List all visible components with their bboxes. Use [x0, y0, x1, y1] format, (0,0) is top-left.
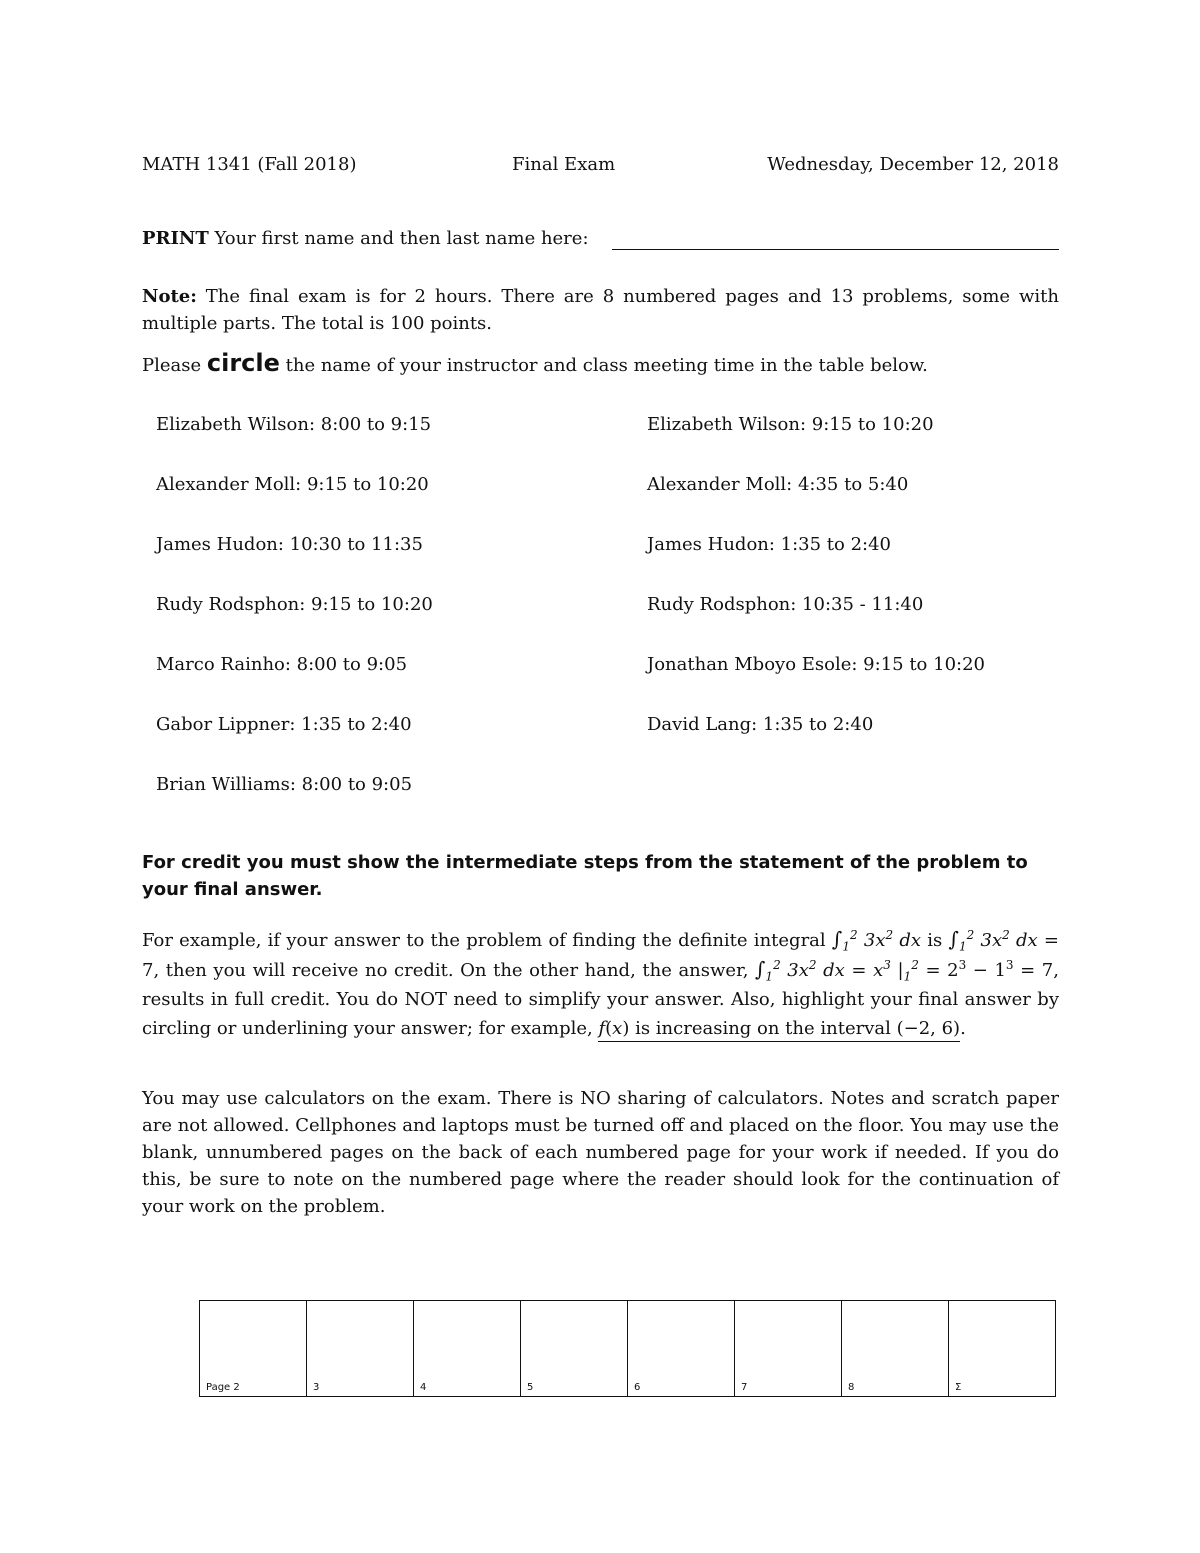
print-label: PRINT: [142, 228, 209, 249]
instructor-option[interactable]: James Hudon: 1:35 to 2:40: [647, 534, 892, 555]
score-cell-page-4: 4: [414, 1301, 521, 1397]
instructor-option[interactable]: Rudy Rodsphon: 9:15 to 10:20: [156, 594, 433, 615]
integral-worked-answer: $\int_1^2$ $3x^2$ dx = $x^3$ $|_1^2 = 2^3 - 1^3 = 7$: [755, 957, 1054, 984]
score-cell-page-5: 5: [521, 1301, 628, 1397]
answer-text: is increasing on the interval: [629, 1018, 897, 1039]
instructor-option[interactable]: David Lang: 1:35 to 2:40: [647, 714, 874, 735]
instructor-option[interactable]: Gabor Lippner: 1:35 to 2:40: [156, 714, 412, 735]
exam-title: Final Exam: [512, 154, 616, 175]
instructor-option[interactable]: Alexander Moll: 9:15 to 10:20: [156, 474, 429, 495]
instructor-option[interactable]: Alexander Moll: 4:35 to 5:40: [647, 474, 909, 495]
score-cell-page-8: 8: [842, 1301, 949, 1397]
name-print-line: [142, 228, 1059, 254]
course-title: MATH 1341 (Fall 2018): [142, 154, 357, 175]
score-cell-total: Σ: [949, 1301, 1056, 1397]
circle-instruction-before: Please: [142, 355, 207, 376]
example-paragraph: [142, 925, 1059, 1043]
instructor-option[interactable]: Jonathan Mboyo Esole: 9:15 to 10:20: [647, 654, 985, 675]
circle-instruction-after: the name of your instructor and class meeting time in the table below.: [279, 355, 928, 376]
score-cell-page-3: 3: [307, 1301, 414, 1397]
example-text-1: For example, if your answer to the problem of finding the definite integral: [142, 930, 832, 951]
score-cell-page-7: 7: [735, 1301, 842, 1397]
instructor-option[interactable]: James Hudon: 10:30 to 11:35: [156, 534, 423, 555]
integral-expression: $\int_1^2$ $3x^2$ dx: [831, 927, 922, 954]
page-header: [142, 154, 1059, 180]
instructor-option[interactable]: Elizabeth Wilson: 9:15 to 10:20: [647, 414, 934, 435]
instructor-option[interactable]: Elizabeth Wilson: 8:00 to 9:15: [156, 414, 432, 435]
example-text-2: is: [921, 930, 949, 951]
score-cell-page-2: Page 2: [200, 1301, 307, 1397]
example-text-3: , then you will receive no credit. On the other hand, the answer,: [153, 960, 755, 981]
exam-date: Wednesday, December 12, 2018: [767, 154, 1059, 175]
print-instruction: Your first name and then last name here:: [208, 228, 589, 249]
integral-equation: $\int_1^2$ $3x^2$ dx = 7: [142, 927, 1060, 981]
score-table: [199, 1300, 1056, 1397]
circle-emphasis: circle: [206, 349, 280, 377]
underlined-answer: f(x) is increasing on the interval (−2, 6): [598, 1018, 960, 1042]
exam-rules: You may use calculators on the exam. There is NO sharing of calculators. Notes and scratch paper are not allowed. Cellphones and laptops must be turned off and placed on the floor. You may use the blank, unnumbered pages on the back of each numbered page for your work if needed. If you do this, be sure to note on the numbered page where the reader should look for the continuation of your work on the problem.: [142, 1088, 1059, 1217]
circle-instruction: [142, 348, 1059, 381]
instructor-option[interactable]: Brian Williams: 8:00 to 9:05: [156, 774, 413, 795]
name-blank-line[interactable]: [612, 249, 1059, 250]
score-cell-page-6: 6: [628, 1301, 735, 1397]
exam-note: [142, 283, 1059, 337]
example-end: .: [960, 1018, 966, 1039]
instructor-option[interactable]: Marco Rainho: 8:00 to 9:05: [156, 654, 408, 675]
instructor-option[interactable]: Rudy Rodsphon: 10:35 - 11:40: [647, 594, 924, 615]
note-text: The final exam is for 2 hours. There are 8 numbered pages and 13 problems, some with multiple parts. The total is 100 points.: [142, 286, 1059, 334]
score-row: [200, 1301, 1056, 1397]
credit-statement: For credit you must show the intermediate steps from the statement of the problem to your final answer.: [142, 852, 1028, 900]
example-text-4: , results in full credit. You do NOT need to simplify your answer. Also, highlight your final answer by circling or underlining your answer; for example,: [142, 960, 1059, 1039]
note-label: Note:: [142, 286, 197, 307]
